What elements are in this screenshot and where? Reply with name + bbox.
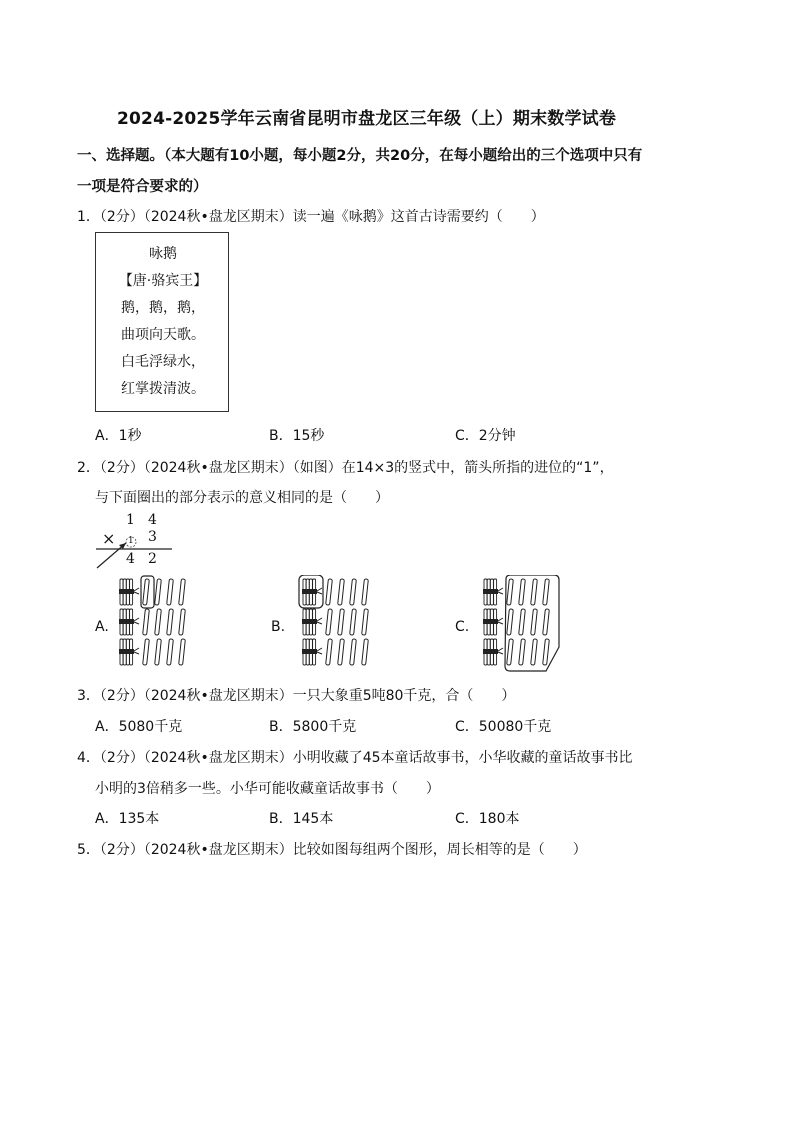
stick-bundle — [302, 579, 322, 605]
single-stick — [519, 639, 526, 665]
single-stick — [179, 609, 186, 635]
single-stick — [326, 579, 333, 605]
single-stick — [362, 609, 369, 635]
single-stick — [362, 639, 369, 665]
single-stick — [179, 639, 186, 665]
poem-line: 白毛浮绿水， — [121, 354, 205, 370]
single-stick — [531, 609, 538, 635]
single-stick — [143, 579, 150, 605]
sticks-figure-c — [478, 575, 568, 675]
q1-option-b[interactable]: B．15秒 — [269, 428, 325, 444]
digit: 1 — [126, 512, 135, 528]
carry-digit: 1 — [128, 536, 134, 546]
single-stick — [519, 609, 526, 635]
single-stick — [362, 579, 369, 605]
single-stick — [543, 639, 550, 665]
question-4-stem-line2: 小明的3倍稍多一些。小华可能收藏童话故事书（ ） — [95, 781, 440, 797]
single-stick — [531, 639, 538, 665]
single-stick — [350, 639, 357, 665]
poem-line: 鹅，鹅，鹅， — [121, 300, 205, 316]
question-5-stem: 5．（2分）（2024秋•盘龙区期末）比较如图每组两个图形，周长相等的是（ ） — [77, 842, 587, 858]
single-stick — [167, 639, 174, 665]
question-3-stem: 3．（2分）（2024秋•盘龙区期末）一只大象重5吨80千克，合（ ） — [77, 688, 516, 704]
single-stick — [326, 609, 333, 635]
single-stick — [338, 609, 345, 635]
digit: 4 — [126, 551, 135, 567]
poem-line: 曲项向天歌。 — [121, 327, 205, 343]
section-heading-line2: 一项是符合要求的） — [77, 179, 208, 195]
poem-author: 【唐·骆宾王】 — [118, 273, 208, 289]
multiply-sign: × — [102, 529, 116, 548]
sticks-figure-b — [297, 575, 387, 675]
poem-box — [95, 232, 229, 412]
single-stick — [167, 579, 174, 605]
q4-option-c[interactable]: C．180本 — [455, 811, 520, 827]
q3-option-b[interactable]: B．5800千克 — [269, 719, 357, 735]
question-2-stem-line1: 2．（2分）（2024秋•盘龙区期末）（如图）在14×3的竖式中，箭头所指的进位的“1”， — [77, 460, 614, 476]
single-stick — [143, 639, 150, 665]
single-stick — [350, 609, 357, 635]
sticks-figure-a — [114, 575, 204, 675]
q2-option-b[interactable]: B. — [271, 619, 286, 635]
stick-bundle — [119, 609, 139, 635]
poem-title: 咏鹅 — [149, 246, 177, 262]
section-heading-line1: 一、选择题。（本大题有10小题，每小题2分，共20分，在每小题给出的三个选项中只有 — [77, 148, 643, 164]
poem-line: 红掌拨清波。 — [121, 381, 205, 397]
single-stick — [507, 609, 514, 635]
single-stick — [155, 639, 162, 665]
single-stick — [167, 609, 174, 635]
single-stick — [338, 579, 345, 605]
single-stick — [531, 579, 538, 605]
stick-bundle — [483, 609, 503, 635]
single-stick — [155, 579, 162, 605]
single-stick — [155, 609, 162, 635]
digit: 4 — [148, 512, 157, 528]
stick-bundle — [302, 639, 322, 665]
single-stick — [507, 639, 514, 665]
single-stick — [179, 579, 186, 605]
q2-option-c[interactable]: C. — [455, 619, 470, 635]
stick-bundle — [302, 609, 322, 635]
question-1-stem: 1．（2分）（2024秋•盘龙区期末）读一遍《咏鹅》这首古诗需要约（ ） — [77, 209, 545, 225]
q4-option-b[interactable]: B．145本 — [269, 811, 334, 827]
single-stick — [543, 579, 550, 605]
digit: 2 — [148, 551, 157, 567]
page-title: 2024-2025学年云南省昆明市盘龙区三年级（上）期末数学试卷 — [117, 109, 617, 129]
stick-bundle — [119, 639, 139, 665]
single-stick — [507, 579, 514, 605]
digit: 3 — [148, 529, 157, 545]
single-stick — [519, 579, 526, 605]
single-stick — [350, 579, 357, 605]
q4-option-a[interactable]: A．135本 — [95, 811, 160, 827]
single-stick — [326, 639, 333, 665]
q3-option-a[interactable]: A．5080千克 — [95, 719, 183, 735]
single-stick — [338, 639, 345, 665]
q2-option-a[interactable]: A. — [95, 619, 109, 635]
stick-bundle — [483, 579, 503, 605]
question-4-stem-line1: 4．（2分）（2024秋•盘龙区期末）小明收藏了45本童话故事书，小华收藏的童话故事书比 — [77, 750, 633, 766]
question-2-stem-line2: 与下面圈出的部分表示的意义相同的是（ ） — [95, 490, 389, 506]
single-stick — [143, 609, 150, 635]
q3-option-c[interactable]: C．50080千克 — [455, 719, 552, 735]
q1-option-a[interactable]: A．1秒 — [95, 428, 142, 444]
vertical-multiplication — [94, 512, 174, 570]
q1-option-c[interactable]: C．2分钟 — [455, 428, 516, 444]
single-stick — [543, 609, 550, 635]
stick-bundle — [119, 579, 139, 605]
stick-bundle — [483, 639, 503, 665]
